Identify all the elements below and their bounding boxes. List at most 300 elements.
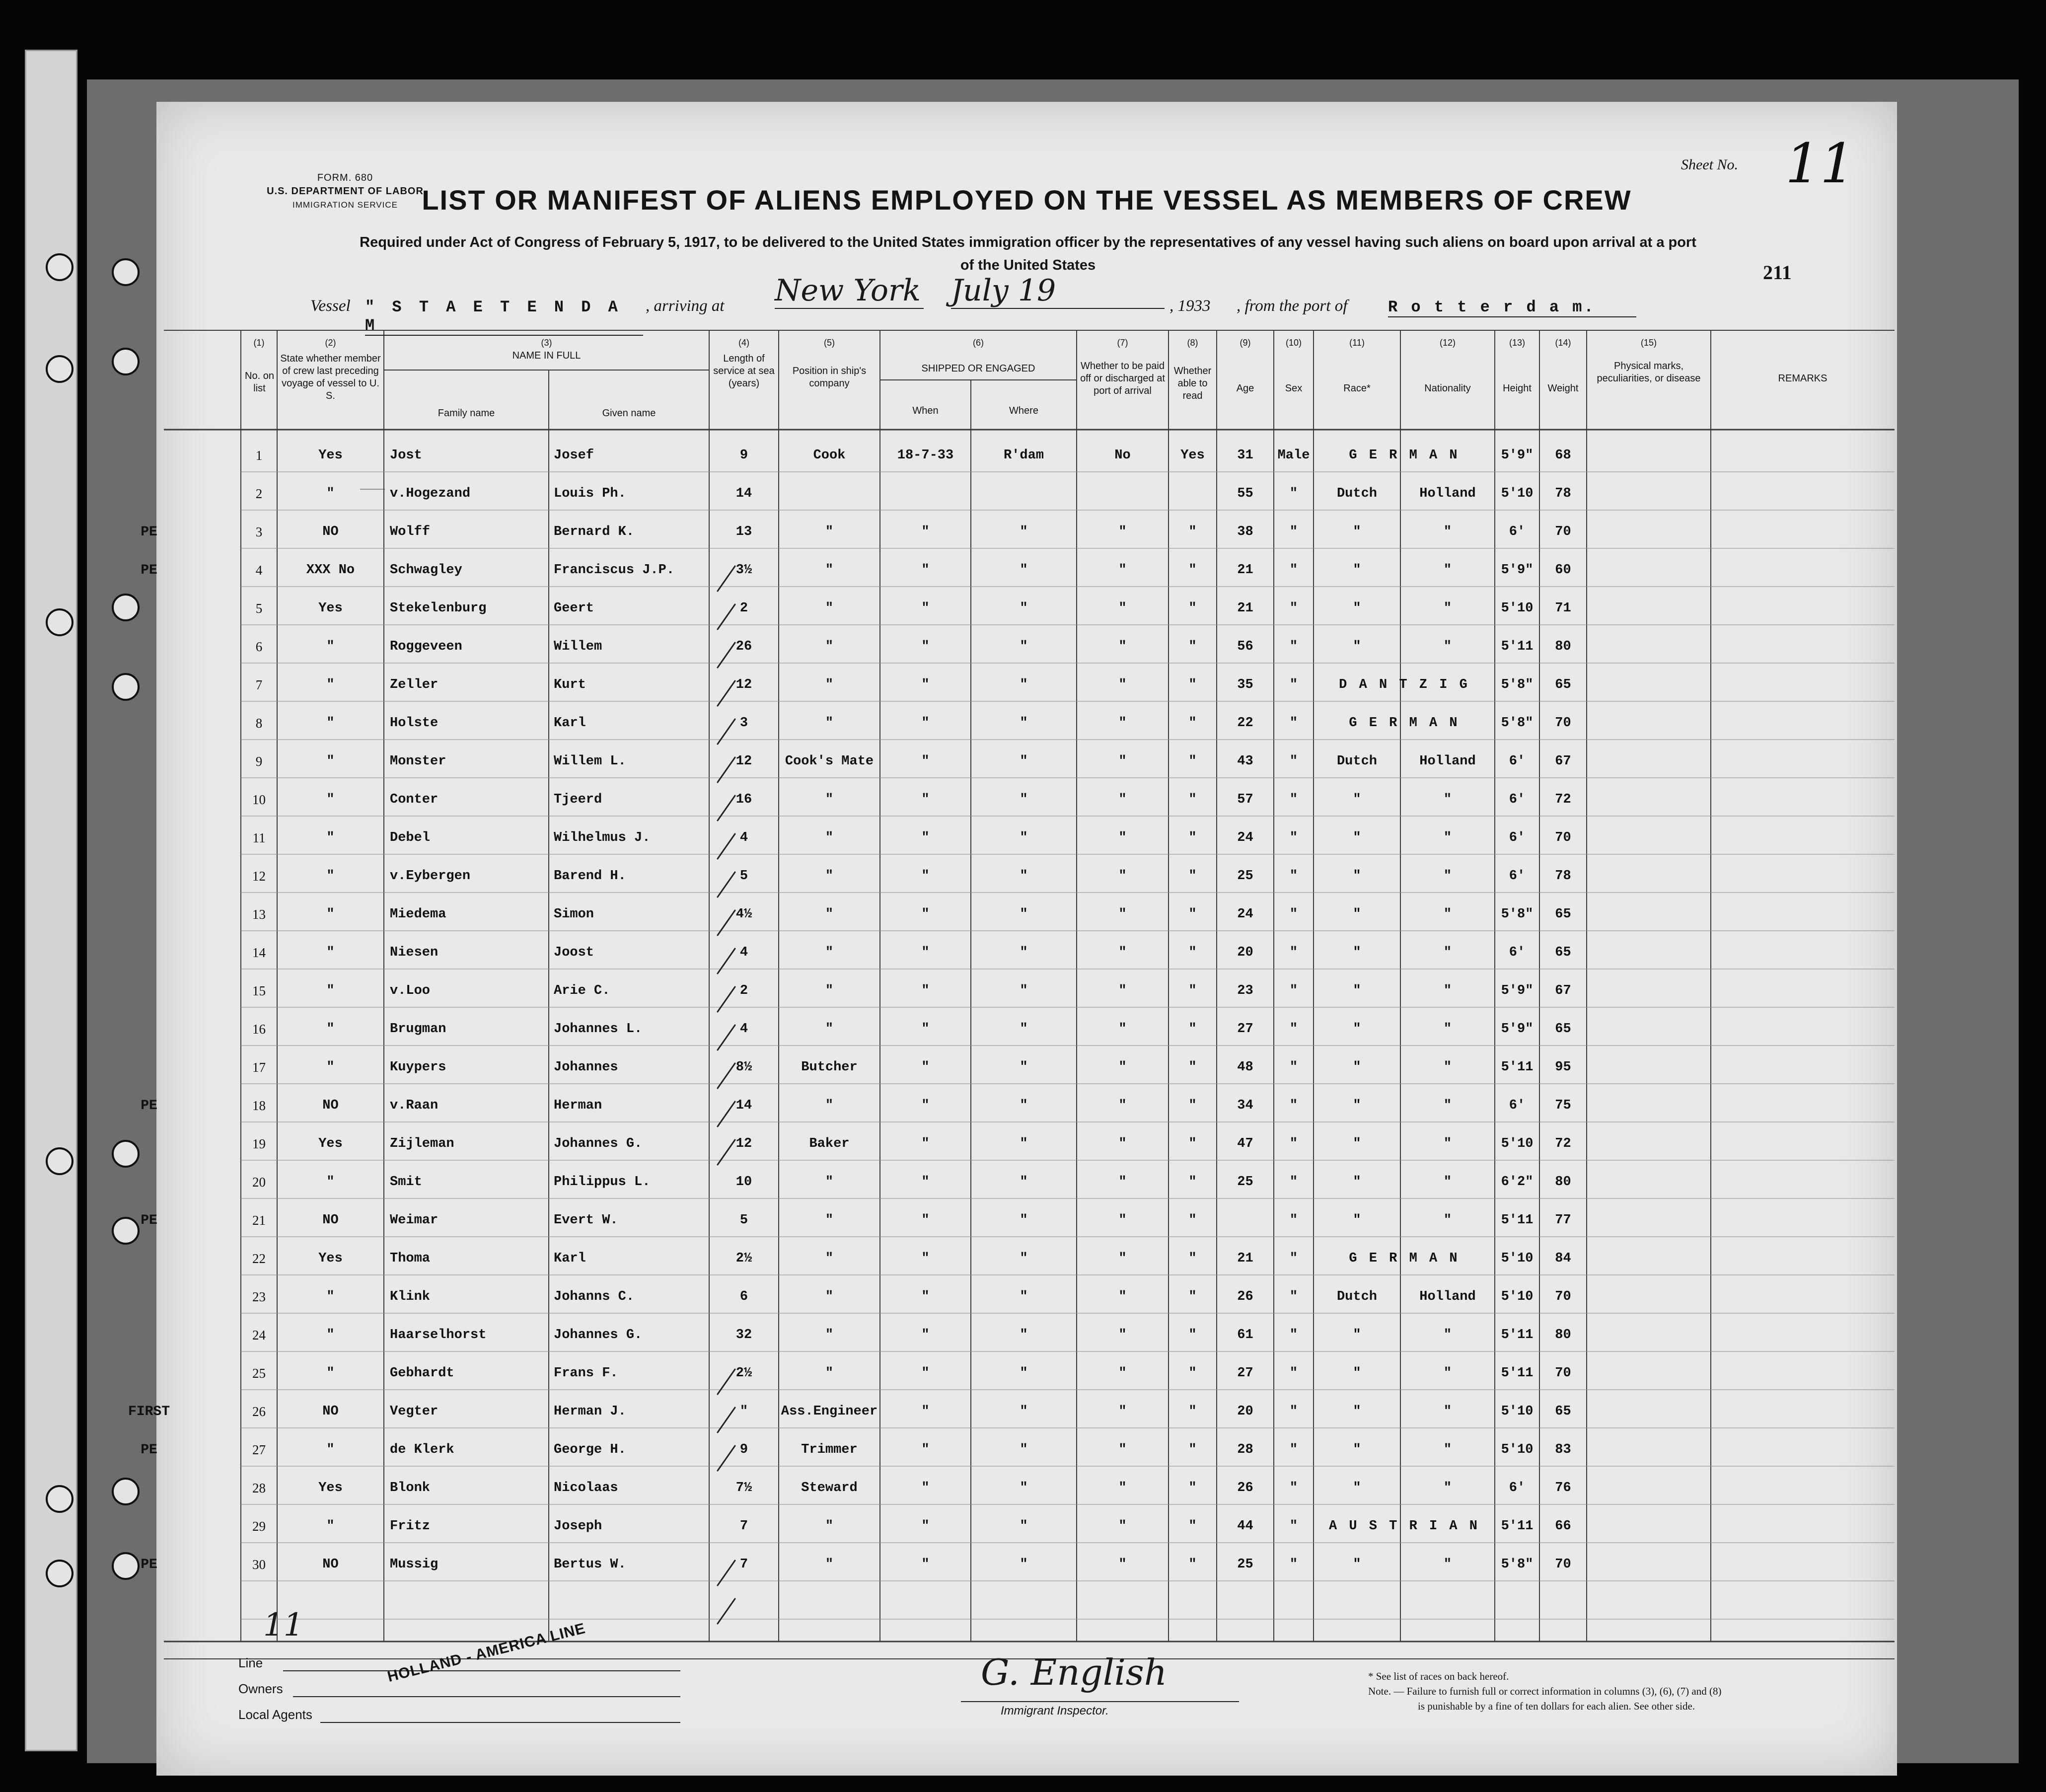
row-sex: " [1289, 1060, 1298, 1075]
row-weight: 83 [1555, 1442, 1571, 1457]
row-height: 5'8" [1501, 907, 1534, 922]
row-age: 23 [1237, 983, 1253, 998]
row-shipped-when: " [921, 830, 930, 845]
header-where: Where [1009, 405, 1038, 416]
signature-line [961, 1701, 1239, 1702]
row-height: 5'9" [1501, 563, 1534, 578]
row-shipped-where: " [1020, 1404, 1028, 1419]
row-number: 16 [252, 1022, 266, 1037]
row-family-name: Holste [390, 716, 438, 731]
row-number: 18 [252, 1098, 266, 1113]
row-age: 34 [1237, 1098, 1253, 1113]
row-paid-off: " [1118, 639, 1127, 654]
row-position: " [825, 1289, 834, 1304]
row-family-name: Weimar [390, 1213, 438, 1228]
row-length-service: 8½ [735, 1060, 752, 1075]
row-shipped-where: " [1020, 1060, 1028, 1075]
row-number: 15 [252, 983, 266, 998]
row-family-name: Niesen [390, 945, 438, 960]
row-shipped-where: R'dam [1003, 448, 1044, 463]
row-paid-off: " [1118, 716, 1127, 731]
arriving-label: , arriving at [646, 297, 725, 315]
header-given-name: Given name [602, 408, 656, 419]
row-length-service: " [739, 1404, 748, 1419]
row-margin-note: PE [141, 1213, 157, 1228]
row-height: 5'10 [1501, 601, 1534, 616]
col-num-4: (4) [738, 338, 749, 348]
row-able-read: " [1188, 1519, 1197, 1534]
row-able-read: " [1188, 869, 1197, 884]
row-sex: " [1289, 1098, 1298, 1113]
row-number: 17 [252, 1060, 266, 1075]
row-previous-voyage: " [326, 754, 335, 769]
row-sex: " [1289, 983, 1298, 998]
row-shipped-where: " [1020, 1251, 1028, 1266]
row-position: " [825, 524, 834, 539]
row-weight: 70 [1555, 1366, 1571, 1381]
binder-hole [46, 1485, 73, 1513]
row-shipped-when: " [921, 639, 930, 654]
row-given-name: Johanns C. [554, 1289, 635, 1304]
row-paid-off: " [1118, 1481, 1127, 1495]
row-race: " [1353, 907, 1361, 922]
row-shipped-where: " [1020, 830, 1028, 845]
row-race: " [1353, 1442, 1361, 1457]
binder-hole [46, 1560, 73, 1587]
tally-mark: 11 [263, 1607, 304, 1643]
binder-hole [46, 608, 73, 636]
form-number: FORM. 680 [317, 172, 373, 183]
row-family-name: Zijleman [390, 1136, 454, 1151]
row-weight: 80 [1555, 639, 1571, 654]
row-shipped-where: " [1020, 792, 1028, 807]
row-sex: " [1289, 945, 1298, 960]
line-field [283, 1670, 680, 1671]
row-race: G E R M A N [1349, 1251, 1460, 1266]
row-weight: 75 [1555, 1098, 1571, 1113]
row-age: 57 [1237, 792, 1253, 807]
footnote-races: * See list of races on back hereof. [1368, 1670, 1509, 1682]
row-race: " [1353, 792, 1361, 807]
row-weight: 65 [1555, 677, 1571, 692]
row-able-read: " [1188, 1213, 1197, 1228]
row-paid-off: " [1118, 830, 1127, 845]
row-family-name: Debel [390, 830, 431, 845]
row-age: 26 [1237, 1481, 1253, 1495]
row-given-name: Johannes G. [554, 1136, 643, 1151]
row-height: 5'11 [1501, 1519, 1534, 1534]
row-given-name: Joost [554, 945, 594, 960]
header-sex: Sex [1285, 383, 1303, 394]
row-shipped-when: " [921, 983, 930, 998]
row-shipped-when: " [921, 1136, 930, 1151]
row-sex: " [1289, 677, 1298, 692]
row-shipped-when: " [921, 1481, 930, 1495]
row-paid-off: " [1118, 945, 1127, 960]
row-height: 5'8" [1501, 677, 1534, 692]
binder-hole [46, 355, 73, 383]
row-sex: " [1289, 563, 1298, 578]
row-shipped-when: " [921, 1366, 930, 1381]
row-age: 27 [1237, 1366, 1253, 1381]
row-shipped-when: " [921, 1175, 930, 1190]
row-position: " [825, 1366, 834, 1381]
row-position: " [825, 563, 834, 578]
row-previous-voyage: NO [322, 524, 339, 539]
sheet-label: Sheet No. [1681, 156, 1738, 173]
row-number: 4 [255, 563, 263, 578]
row-paid-off: " [1118, 1328, 1127, 1343]
row-height: 5'10 [1501, 1442, 1534, 1457]
row-weight: 70 [1555, 524, 1571, 539]
row-margin-note: PE [141, 1098, 157, 1114]
row-paid-off: " [1118, 1098, 1127, 1113]
row-previous-voyage: Yes [318, 1481, 343, 1495]
row-height: 5'11 [1501, 1060, 1534, 1075]
row-sex: " [1289, 1442, 1298, 1457]
row-previous-voyage: " [326, 1519, 335, 1534]
row-nationality: " [1443, 563, 1452, 578]
row-length-service: 12 [735, 754, 752, 769]
arriving-port: New York [775, 273, 924, 309]
row-shipped-when: " [921, 1098, 930, 1113]
row-weight: 78 [1555, 486, 1571, 501]
row-length-service: 2½ [735, 1251, 752, 1266]
row-previous-voyage: " [326, 1060, 335, 1075]
row-shipped-where: " [1020, 563, 1028, 578]
vessel-name: " S T A E T E N D A M [365, 298, 643, 336]
row-age: 43 [1237, 754, 1253, 769]
row-position: " [825, 1098, 834, 1113]
row-previous-voyage: " [326, 486, 335, 501]
row-nationality: " [1443, 983, 1452, 998]
col-num-15: (15) [1640, 338, 1657, 348]
row-race: " [1353, 1328, 1361, 1343]
row-number: 19 [252, 1136, 266, 1151]
row-sex: " [1289, 524, 1298, 539]
row-height: 5'11 [1501, 639, 1534, 654]
row-height: 5'11 [1501, 1366, 1534, 1381]
row-number: 26 [252, 1404, 266, 1419]
row-number: 22 [252, 1251, 266, 1266]
row-length-service: 4½ [735, 907, 752, 922]
inspector-label: Immigrant Inspector. [1001, 1704, 1109, 1717]
row-length-service: 32 [735, 1328, 752, 1343]
row-family-name: Monster [390, 754, 446, 769]
header-paid-off: Whether to be paid off or discharged at port of arrival [1080, 361, 1165, 396]
row-length-service: 12 [735, 1136, 752, 1151]
row-family-name: Mussig [390, 1557, 438, 1572]
row-race: " [1353, 601, 1361, 616]
row-nationality: " [1443, 869, 1452, 884]
row-shipped-where: " [1020, 1136, 1028, 1151]
binder-hole [112, 258, 140, 286]
row-given-name: Joseph [554, 1519, 602, 1534]
row-length-service: 5 [739, 869, 748, 884]
col-num-2: (2) [325, 338, 336, 348]
binder-hole [112, 1478, 140, 1505]
col-num-3: (3) [541, 338, 552, 348]
row-nationality: Holland [1419, 486, 1476, 501]
row-weight: 84 [1555, 1251, 1571, 1266]
row-family-name: Wolff [390, 524, 431, 539]
row-length-service: 12 [735, 677, 752, 692]
row-margin-note: PE [141, 1557, 157, 1572]
row-race: " [1353, 563, 1361, 578]
row-paid-off: " [1118, 1366, 1127, 1381]
page-title: LIST OR MANIFEST OF ALIENS EMPLOYED ON THE VESSEL AS MEMBERS OF CREW [422, 184, 1632, 216]
row-age: 26 [1237, 1289, 1253, 1304]
row-position: Cook [813, 448, 846, 463]
row-nationality: " [1443, 1136, 1452, 1151]
row-weight: 80 [1555, 1175, 1571, 1190]
row-race: G E R M A N [1349, 716, 1460, 731]
row-nationality: " [1443, 1557, 1452, 1572]
row-race: Dutch [1336, 486, 1377, 501]
row-paid-off: " [1118, 1175, 1127, 1190]
row-position: " [825, 983, 834, 998]
row-age: 48 [1237, 1060, 1253, 1075]
row-nationality: " [1443, 945, 1452, 960]
row-position: " [825, 830, 834, 845]
row-able-read: " [1188, 754, 1197, 769]
row-nationality: " [1443, 1328, 1452, 1343]
row-sex: " [1289, 754, 1298, 769]
row-shipped-where: " [1020, 869, 1028, 884]
row-race: Dutch [1336, 754, 1377, 769]
binder-hole [112, 673, 140, 701]
row-weight: 68 [1555, 448, 1571, 463]
row-able-read: " [1188, 601, 1197, 616]
row-number: 29 [252, 1519, 266, 1534]
row-given-name: Herman J. [554, 1404, 626, 1419]
row-paid-off: " [1118, 907, 1127, 922]
row-position: " [825, 1175, 834, 1190]
subtitle-line-1: Required under Act of Congress of February 5, 1917, to be delivered to the United States immigration officer by the representatives of any vessel having such aliens on board upon arrival at a port [360, 234, 1696, 250]
row-family-name: Miedema [390, 907, 446, 922]
row-shipped-where: " [1020, 907, 1028, 922]
row-able-read: " [1188, 1404, 1197, 1419]
row-race: D A N T Z I G [1339, 677, 1469, 692]
row-shipped-where: " [1020, 639, 1028, 654]
header-remarks: REMARKS [1778, 373, 1827, 384]
row-paid-off: " [1118, 983, 1127, 998]
row-race: " [1353, 524, 1361, 539]
row-position: " [825, 1022, 834, 1037]
row-given-name: Tjeerd [554, 792, 602, 807]
line-label: Line [238, 1655, 263, 1670]
binder-hole [46, 1147, 73, 1175]
header-weight: Weight [1547, 383, 1579, 394]
row-weight: 71 [1555, 601, 1571, 616]
row-able-read: " [1188, 639, 1197, 654]
row-nationality: " [1443, 1060, 1452, 1075]
row-number: 30 [252, 1557, 266, 1572]
row-family-name: Thoma [390, 1251, 431, 1266]
row-number: 27 [252, 1442, 266, 1457]
row-position: Baker [809, 1136, 850, 1151]
row-number: 28 [252, 1481, 266, 1495]
row-able-read: Yes [1180, 448, 1205, 463]
row-given-name: Arie C. [554, 983, 610, 998]
row-age: 61 [1237, 1328, 1253, 1343]
col-num-8: (8) [1187, 338, 1198, 348]
row-sex: " [1289, 601, 1298, 616]
row-given-name: Philippus L. [554, 1175, 651, 1190]
row-height: 5'10 [1501, 1136, 1534, 1151]
row-paid-off: " [1118, 792, 1127, 807]
row-previous-voyage: " [326, 1328, 335, 1343]
row-nationality: " [1443, 907, 1452, 922]
row-shipped-where: " [1020, 945, 1028, 960]
row-nationality: " [1443, 792, 1452, 807]
row-given-name: Willem [554, 639, 602, 654]
row-weight: 70 [1555, 1289, 1571, 1304]
row-shipped-where: " [1020, 1289, 1028, 1304]
row-able-read: " [1188, 792, 1197, 807]
row-paid-off: " [1118, 563, 1127, 578]
row-weight: 80 [1555, 1328, 1571, 1343]
row-position: " [825, 1519, 834, 1534]
row-paid-off: " [1118, 1213, 1127, 1228]
row-sex: " [1289, 716, 1298, 731]
row-height: 5'10 [1501, 1251, 1534, 1266]
row-sex: " [1289, 907, 1298, 922]
row-position: Cook's Mate [785, 754, 874, 769]
row-height: 6' [1509, 1098, 1526, 1113]
row-shipped-where: " [1020, 1481, 1028, 1495]
row-race: " [1353, 1481, 1361, 1495]
row-age: 20 [1237, 1404, 1253, 1419]
row-age: 28 [1237, 1442, 1253, 1457]
row-able-read: " [1188, 1481, 1197, 1495]
row-position: Steward [801, 1481, 858, 1495]
row-length-service: 14 [735, 1098, 752, 1113]
row-shipped-when: " [921, 869, 930, 884]
row-paid-off: " [1118, 1557, 1127, 1572]
row-previous-voyage: " [326, 1289, 335, 1304]
row-nationality: Holland [1419, 1289, 1476, 1304]
row-age: 21 [1237, 1251, 1253, 1266]
row-paid-off: " [1118, 677, 1127, 692]
row-given-name: Nicolaas [554, 1481, 618, 1495]
row-height: 5'10 [1501, 1289, 1534, 1304]
row-position: " [825, 601, 834, 616]
row-shipped-when: " [921, 601, 930, 616]
row-weight: 67 [1555, 754, 1571, 769]
row-family-name: v.Loo [390, 983, 431, 998]
row-position: Trimmer [801, 1442, 858, 1457]
row-shipped-where: " [1020, 716, 1028, 731]
arrival-year: , 1933 [1169, 297, 1211, 315]
row-given-name: Frans F. [554, 1366, 618, 1381]
row-sex: " [1289, 1519, 1298, 1534]
row-able-read: " [1188, 677, 1197, 692]
col-num-13: (13) [1509, 338, 1525, 348]
row-shipped-where: " [1020, 1213, 1028, 1228]
row-shipped-when: " [921, 1251, 930, 1266]
row-paid-off: " [1118, 1251, 1127, 1266]
row-able-read: " [1188, 1289, 1197, 1304]
row-shipped-where: " [1020, 677, 1028, 692]
row-family-name: Blonk [390, 1481, 431, 1495]
row-height: 5'11 [1501, 1213, 1534, 1228]
row-age: 56 [1237, 639, 1253, 654]
row-weight: 60 [1555, 563, 1571, 578]
row-weight: 77 [1555, 1213, 1571, 1228]
row-sex: " [1289, 639, 1298, 654]
row-shipped-when: " [921, 677, 930, 692]
row-given-name: Geert [554, 601, 594, 616]
header-shipped: SHIPPED OR ENGAGED [921, 363, 1035, 374]
row-shipped-when: " [921, 907, 930, 922]
row-nationality: " [1443, 1404, 1452, 1419]
row-number: 21 [252, 1213, 266, 1228]
row-race: " [1353, 983, 1361, 998]
row-sex: " [1289, 1022, 1298, 1037]
row-shipped-when: " [921, 1557, 930, 1572]
agents-label: Local Agents [238, 1707, 312, 1722]
row-nationality: " [1443, 1175, 1452, 1190]
from-label: , from the port of [1237, 297, 1348, 315]
row-age: 21 [1237, 601, 1253, 616]
row-position: " [825, 677, 834, 692]
row-weight: 70 [1555, 716, 1571, 731]
page-subtitle [221, 231, 1835, 277]
row-previous-voyage: XXX No [306, 563, 355, 578]
row-given-name: Johannes L. [554, 1022, 643, 1037]
header-when: When [912, 405, 939, 416]
row-length-service: 6 [739, 1289, 748, 1304]
row-able-read: " [1188, 524, 1197, 539]
row-paid-off: " [1118, 601, 1127, 616]
row-weight: 72 [1555, 792, 1571, 807]
row-weight: 70 [1555, 830, 1571, 845]
row-family-name: de Klerk [390, 1442, 454, 1457]
row-weight: 95 [1555, 1060, 1571, 1075]
row-sex: " [1289, 1251, 1298, 1266]
row-age: 31 [1237, 448, 1253, 463]
service: IMMIGRATION SERVICE [292, 200, 398, 210]
row-nationality: " [1443, 639, 1452, 654]
row-position: " [825, 1251, 834, 1266]
row-shipped-where: " [1020, 1022, 1028, 1037]
binder-hole [46, 253, 73, 281]
row-previous-voyage: Yes [318, 1136, 343, 1151]
row-previous-voyage: " [326, 1442, 335, 1457]
row-weight: 65 [1555, 907, 1571, 922]
row-family-name: Haarselhorst [390, 1328, 487, 1343]
row-age: 25 [1237, 1175, 1253, 1190]
row-number: 12 [252, 869, 266, 884]
row-race: " [1353, 1404, 1361, 1419]
row-previous-voyage: " [326, 1022, 335, 1037]
row-number: 25 [252, 1366, 266, 1381]
col-num-5: (5) [824, 338, 835, 348]
row-number: 7 [255, 677, 263, 692]
row-able-read: " [1188, 907, 1197, 922]
row-able-read: " [1188, 1175, 1197, 1190]
row-length-service: 7 [739, 1519, 748, 1534]
row-sex: " [1289, 486, 1298, 501]
row-paid-off: " [1118, 1519, 1127, 1534]
row-paid-off: " [1118, 1404, 1127, 1419]
row-age: 25 [1237, 1557, 1253, 1572]
row-nationality: " [1443, 601, 1452, 616]
row-position: " [825, 639, 834, 654]
row-given-name: Johannes [554, 1060, 618, 1075]
row-race: " [1353, 1136, 1361, 1151]
